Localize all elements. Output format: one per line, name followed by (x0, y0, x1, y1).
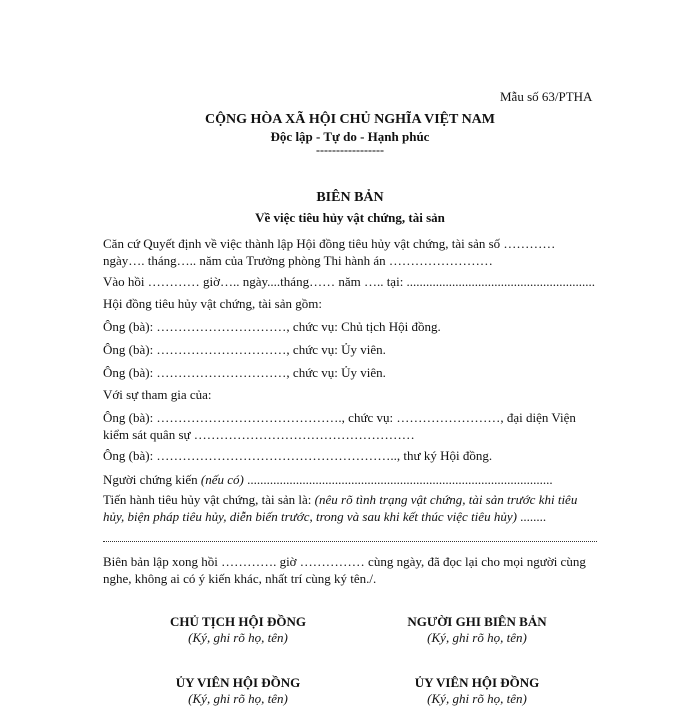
recorder-signature-note: (Ký, ghi rõ họ, tên) (427, 630, 527, 645)
member-left-signature-note: (Ký, ghi rõ họ, tên) (188, 691, 288, 706)
witness-label: Người chứng kiến (103, 472, 201, 487)
proceed-paragraph (103, 491, 598, 525)
participant-secretary: Ông (bà): ……………………………………………….., thư ký Hội đồng. (103, 448, 493, 463)
motto: Độc lập - Tự do - Hạnh phúc (270, 129, 430, 144)
participant-procuracy: Ông (bà): ……………………………………., chức vụ: ……………………, đại diện Viện kiểm sát quân sự …………………………………………… (103, 410, 576, 442)
document-title: BIÊN BẢN (316, 190, 384, 205)
council-intro: Hội đồng tiêu hủy vật chứng, tài sản gồm: (103, 296, 322, 311)
member-right-signature-title: ỦY VIÊN HỘI ĐỒNG (414, 675, 540, 690)
proceed-note: (nêu rõ tình trạng vật chứng, tài sản trước khi tiêu hủy, biện pháp tiêu hủy, diễn biến trước, trong và sau khi kết thúc việc tiêu hủy) (103, 492, 578, 524)
header-separator: ----------------- (316, 143, 384, 157)
basis-paragraph: Căn cứ Quyết định về việc thành lập Hội đồng tiêu hủy vật chứng, tài sản số ………… ngày…. tháng….. năm của Trưởng phòng Thi hành án …………………… (103, 236, 556, 268)
council-member-chairman: Ông (bà): …………………………, chức vụ: Chủ tịch Hội đồng. (103, 319, 441, 334)
nation-heading: CỘNG HÒA XÃ HỘI CHỦ NGHĨA VIỆT NAM (204, 112, 495, 127)
dotted-rule (103, 541, 597, 542)
member-right-signature-note: (Ký, ghi rõ họ, tên) (427, 691, 527, 706)
closing-paragraph: Biên bản lập xong hồi …………. giờ …………… cùng ngày, đã đọc lại cho mọi người cùng nghe, không ai có ý kiến khác, nhất trí cùng ký tên./. (103, 554, 586, 586)
proceed-dots: ........ (516, 509, 547, 524)
recorder-signature-title: NGƯỜI GHI BIÊN BẢN (407, 614, 547, 629)
proceed-label: Tiến hành tiêu hủy vật chứng, tài sản là: (103, 492, 315, 507)
form-number: Mẫu số 63/PTHA (500, 89, 593, 104)
participants-intro: Với sự tham gia của: (103, 387, 212, 402)
chairman-signature-note: (Ký, ghi rõ họ, tên) (188, 630, 288, 645)
member-left-signature-title: ỦY VIÊN HỘI ĐỒNG (175, 675, 301, 690)
witness-note: (nếu có) (200, 472, 244, 487)
time-place-line: Vào hồi ………… giờ….. ngày....tháng…… năm ….. tại: .......................................................... (103, 274, 596, 289)
document-subtitle: Về việc tiêu hủy vật chứng, tài sản (255, 210, 445, 225)
witness-dots: .............................................................................................. (243, 472, 553, 487)
chairman-signature-title: CHỦ TỊCH HỘI ĐỒNG (170, 614, 306, 629)
witness-line (103, 471, 598, 488)
council-member-2: Ông (bà): …………………………, chức vụ: Ủy viên. (103, 342, 386, 357)
council-member-3: Ông (bà): …………………………, chức vụ: Ủy viên. (103, 365, 386, 380)
